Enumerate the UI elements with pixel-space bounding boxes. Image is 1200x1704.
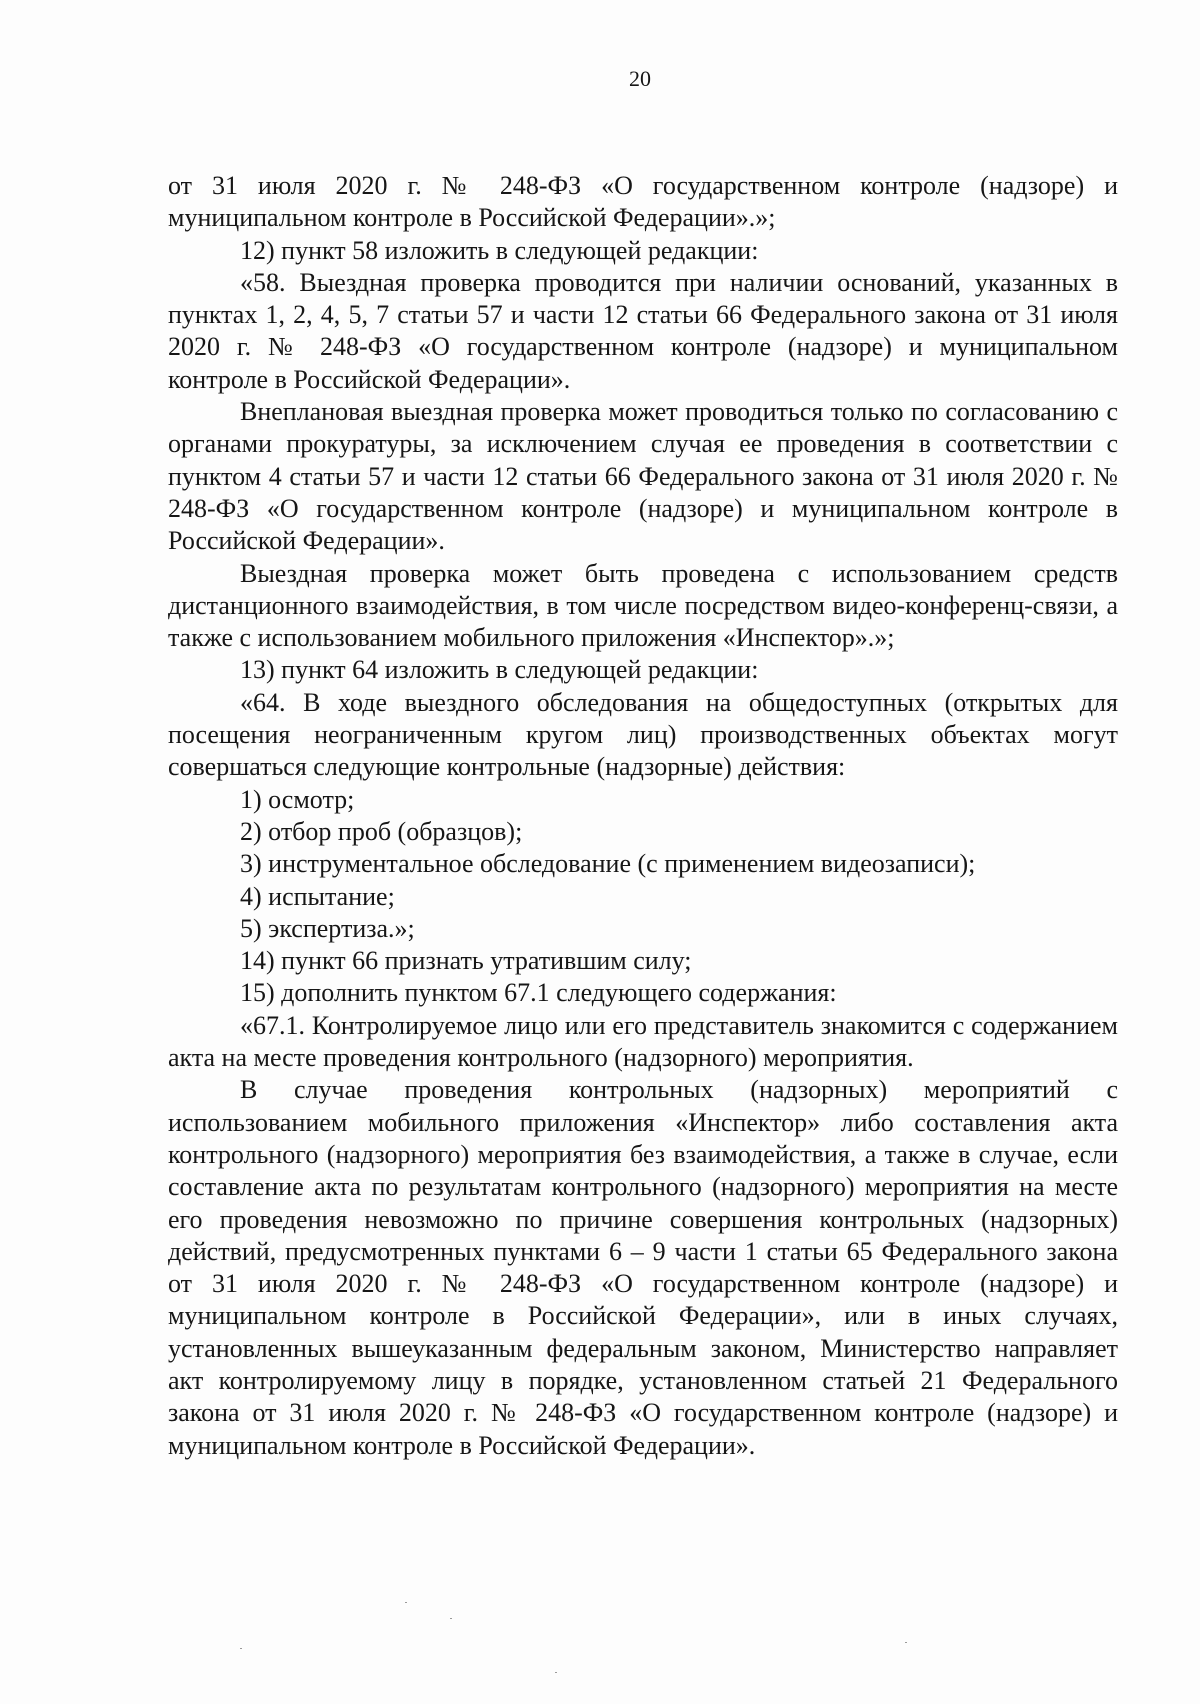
scan-speck [555,1672,557,1673]
paragraph-point-64: «64. В ходе выездного обследования на общедоступных (открытых для посещения неограниченным кругом лиц) производственных объектах могут совершаться следующие контрольные (надзорные) действия: [168,687,1118,782]
list-item-instrumental-survey: 3) инструментальное обследование (с применением видеозаписи); [240,849,976,879]
paragraph-remote-inspection: Выездная проверка может быть проведена с использованием средств дистанционного взаимодействия, в том числе посредством видео-конференц-связи, а также с использованием мобильного приложения «Инспектор».»; [168,558,1118,653]
scan-speck [405,1602,407,1603]
paragraph-item-12: 12) пункт 58 изложить в следующей редакции: [240,235,759,265]
paragraph-item-13: 13) пункт 64 изложить в следующей редакции: [240,655,759,685]
document-body [168,170,1118,1462]
paragraph-unscheduled-inspection: Внеплановая выездная проверка может проводиться только по согласованию с органами прокуратуры, за исключением случая ее проведения в соответствии с пунктом 4 статьи 57 и части 12 статьи 66 Федерального закона от 31 июля 2020 г. № 248-ФЗ «О государственном контроле (надзоре) и муниципальном контроле в Российской Федерации». [168,397,1118,556]
paragraph-item-15: 15) дополнить пунктом 67.1 следующего содержания: [240,978,837,1008]
list-item-sampling: 2) отбор проб (образцов); [240,816,523,846]
paragraph-continuation: от 31 июля 2020 г. № 248-ФЗ «О государственном контроле (надзоре) и муниципальном контроле в Российской Федерации».»; [168,171,1118,233]
scan-speck [450,1618,452,1619]
list-item-expertise: 5) экспертиза.»; [240,913,415,943]
list-item-inspection: 1) осмотр; [240,784,355,814]
paragraph-point-67-1: «67.1. Контролируемое лицо или его представитель знакомится с содержанием акта на месте проведения контрольного (надзорного) мероприятия. [168,1010,1118,1073]
page-number: 20 [629,66,651,91]
scan-speck [240,1648,242,1649]
paragraph-act-delivery: В случае проведения контрольных (надзорных) мероприятий с использованием мобильного приложения «Инспектор» либо составления акта контрольного (надзорного) мероприятия без взаимодействия, а также в случае, если составление акта по результатам контрольного (надзорного) мероприятия на месте его проведения невозможно по причине совершения контрольных (надзорных) действий, предусмотренных пунктами 6 – 9 части 1 статьи 65 Федерального закона от 31 июля 2020 г. № 248-ФЗ «О государственном контроле (надзоре) и муниципальном контроле в Российской Федерации», или в иных случаях, установленных вышеуказанным федеральным законом, Министерство направляет акт контролируемому лицу в порядке, установленном статьей 21 Федерального закона от 31 июля 2020 г. № 248-ФЗ «О государственном контроле (надзоре) и муниципальном контроле в Российской Федерации». [168,1075,1118,1460]
paragraph-item-14: 14) пункт 66 признать утратившим силу; [240,946,692,976]
list-item-testing: 4) испытание; [240,881,395,911]
paragraph-point-58: «58. Выездная проверка проводится при наличии оснований, указанных в пунктах 1, 2, 4, 5, 7 статьи 57 и части 12 статьи 66 Федерального закона от 31 июля 2020 г. № 248-ФЗ «О государственном контроле (надзоре) и муниципальном контроле в Российской Федерации». [168,267,1118,394]
scan-speck [905,1642,907,1643]
